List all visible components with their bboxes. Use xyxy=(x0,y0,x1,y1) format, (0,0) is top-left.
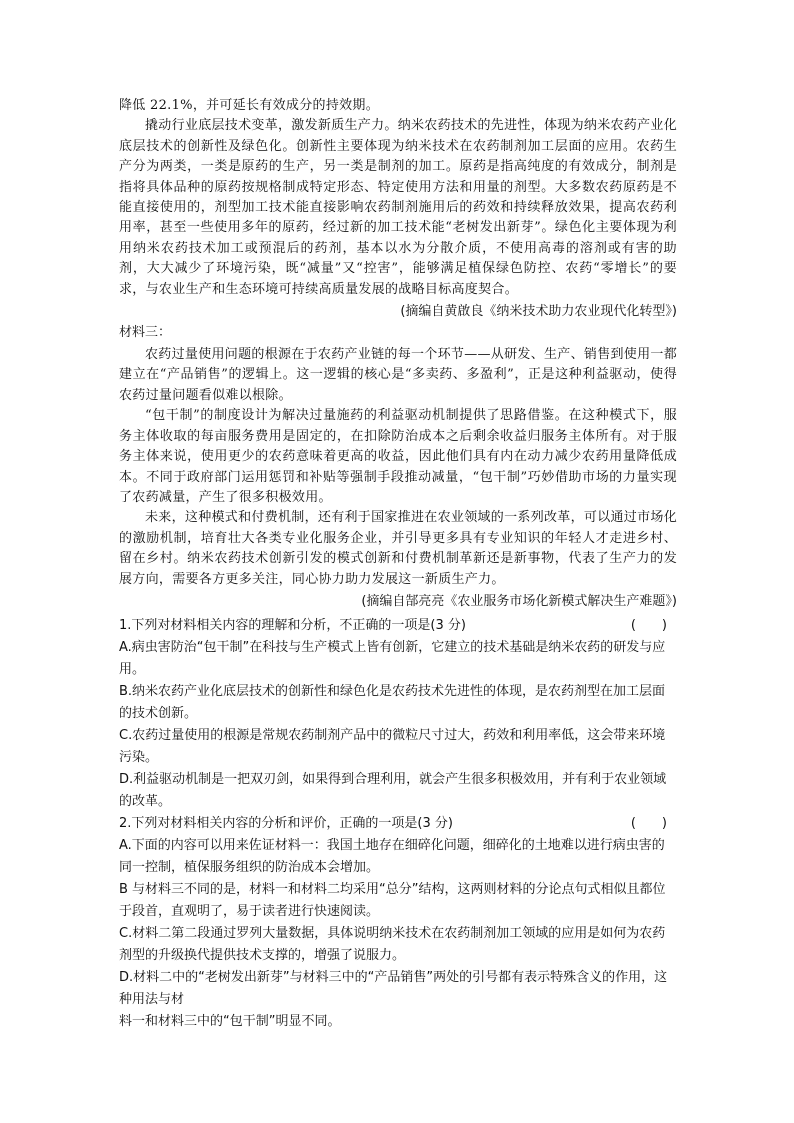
page-content xyxy=(119,96,677,1033)
answer-blank-2[interactable]: ( ) xyxy=(630,815,667,831)
source-citation-material-two: (摘编自黄啟良《纳米技术助力农业现代化转型》) xyxy=(400,304,677,320)
answer-blank-1[interactable]: ( ) xyxy=(630,617,667,633)
question-2 xyxy=(119,813,677,1033)
option-b: B.纳米农药产业化底层技术的创新性和绿色化是农药技术先进性的体现，是农药剂型在加工层面的技术创新。 xyxy=(119,683,666,721)
paragraph-future: 未来，这种模式和付费机制，还有利于国家推进在农业领域的一系列改革，可以通过市场化的激励机制，培育壮大各类专业化服务企业，并引导更多具有专业知识的年轻人才走进乡村、留在乡村。纳米农药技术创新引发的模式创新和付费机制革新还是新事物，代表了生产力的发展方向，需要各方更多关注，同心协力助力发展这一新质生产力。 xyxy=(119,510,678,587)
paragraph-continued: 降低 22.1%，并可延长有效成分的持效期。 xyxy=(119,98,380,113)
paragraph-contract-system: “包干制”的制度设计为解决过量施药的利益驱动机制提供了思路借鉴。在这种模式下，服务主体收取的每亩服务费用是固定的，在扣除防治成本之后剩余收益归服务主体所有。对于服务主体来说，使用更少的农药意味着更高的收益，因此他们具有内在动力减少农药用量降低成本。不同于政府部门运用惩罚和补贴等强制手段推动减量，“包干制”巧妙借助市场的力量实现了农药减量，产生了很多积极效用。 xyxy=(119,408,677,505)
question-1 xyxy=(119,615,677,813)
question-1-stem xyxy=(119,615,677,637)
question-2-stem xyxy=(119,813,677,835)
option-b: B 与材料三不同的是，材料一和材料二均采用“总分”结构，这两则材料的分论点句式相似且都位于段首，直观明了，易于读者进行快速阅读。 xyxy=(119,881,666,919)
paragraph-pesticide-overuse: 农药过量使用问题的根源在于农药产业链的每一个环节——从研发、生产、销售到使用一都建立在“产品销售”的逻辑上。这一逻辑的核心是“多卖药、多盈利”，正是这种利益驱动，使得农药过量问题看似难以根除。 xyxy=(119,347,678,403)
material-three-label: 材料三： xyxy=(119,325,172,341)
option-d: D.利益驱动机制是一把双刃剑，如果得到合理利用，就会产生很多积极效用，并有利于农业领域的改革。 xyxy=(119,771,667,809)
option-d-continuation: 料一和材料三中的“包干制”明显不同。 xyxy=(119,1013,341,1029)
option-a: A.下面的内容可以用来佐证材料一：我国土地存在细碎化问题，细碎化的土地难以进行病虫害的同一控制，植保服务组织的防治成本会增加。 xyxy=(119,837,665,875)
option-d: D.材料二中的“老树发出新芽”与材料三中的“产品销售”两处的引号都有表示特殊含义的作用，这种用法与材 xyxy=(119,969,668,1007)
question-1-text: 1.下列对材料相关内容的理解和分析，不正确的一项是(3 分) xyxy=(119,617,466,633)
option-c: C.农药过量使用的根源是常规农药制剂产品中的微粒尺寸过大，药效和利用率低，这会带来环境污染。 xyxy=(119,727,666,765)
option-c: C.材料二第二段通过罗列大量数据，具体说明纳米技术在农药制剂加工领域的应用是如何为农药剂型的升级换代提供技术支撑的，增强了说服力。 xyxy=(119,925,666,963)
source-citation-material-three: (摘编自郜亮亮《农业服务市场化新模式解决生产难题》) xyxy=(361,593,677,609)
question-2-text: 2.下列对材料相关内容的分析和评价，正确的一项是(3 分) xyxy=(119,815,453,831)
option-a: A.病虫害防治“包干制”在科技与生产模式上皆有创新，它建立的技术基础是纳米农药的研发与应用。 xyxy=(119,639,666,677)
paragraph-nano-technology: 撬动行业底层技术变革，激发新质生产力。纳米农药技术的先进性，体现为纳米农药产业化底层技术的创新性及绿色化。创新性主要体现为纳米技术在农药制剂加工层面的应用。农药生产分为两类，一类是原药的生产，另一类是制剂的加工。原药是指高纯度的有效成分，制剂是指将具体品种的原药按规格制成特定形态、特定使用方法和用量的剂型。大多数农药原药是不能直接使用的，剂型加工技术能直接影响农药制剂施用后的药效和持续释放效果，提高农药利用率，甚至一些使用多年的原药，经过新的加工技术能“老树发出新芽”。绿色化主要体现为利用纳米农药技术加工或预混后的药剂，基本以水为分散介质，不使用高毒的溶剂或有害的助剂，大大减少了环境污染，既“减量”又“控害”，能够满足植保绿色防控、农药“零增长”的要求，与农业生产和生态环境可持续高质量发展的战略目标高度契合。 xyxy=(119,118,678,297)
